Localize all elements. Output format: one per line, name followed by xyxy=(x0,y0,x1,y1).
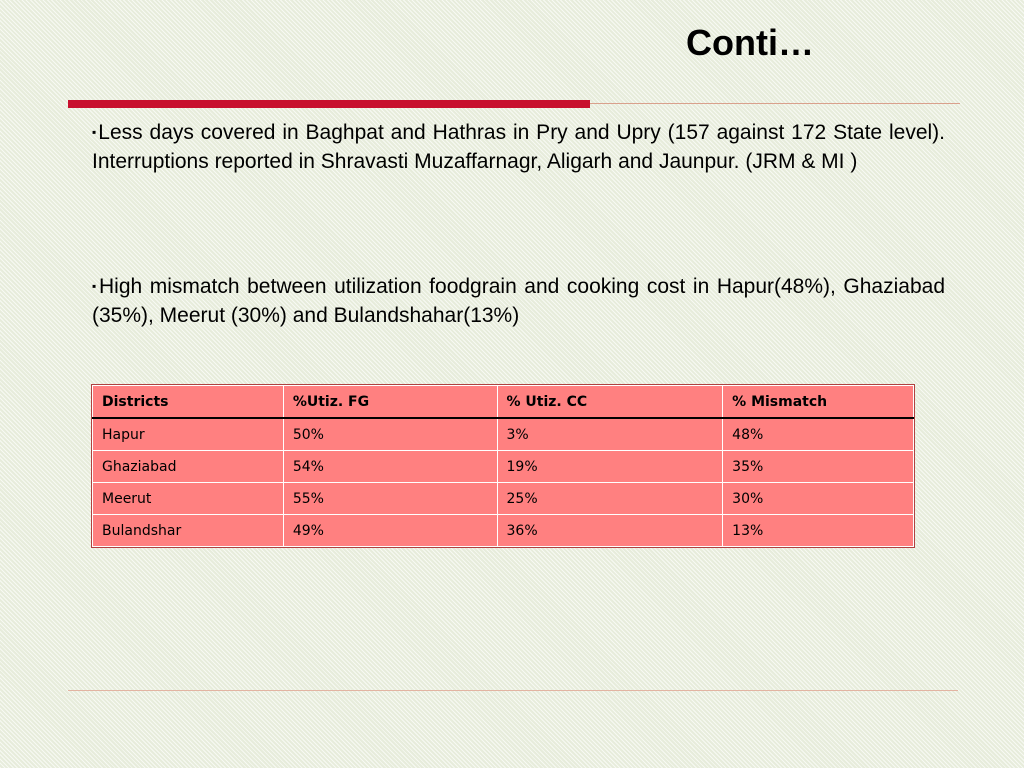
table-row xyxy=(93,451,914,483)
cell-utiz-fg: 54% xyxy=(283,451,497,483)
title-underline-thin xyxy=(590,103,960,104)
cell-utiz-cc: 25% xyxy=(497,483,723,515)
cell-utiz-cc: 19% xyxy=(497,451,723,483)
cell-district: Bulandshar xyxy=(93,515,284,547)
table-row xyxy=(93,418,914,451)
bullet-text: High mismatch between utilization foodgrain and cooking cost in Hapur(48%), Ghaziabad (35%), Meerut (30%) and Bulandshahar(13%) xyxy=(92,275,945,327)
cell-district: Meerut xyxy=(93,483,284,515)
table-row xyxy=(93,515,914,547)
table-row xyxy=(93,483,914,515)
cell-utiz-fg: 50% xyxy=(283,418,497,451)
cell-mismatch: 30% xyxy=(723,483,914,515)
cell-district: Hapur xyxy=(93,418,284,451)
cell-mismatch: 13% xyxy=(723,515,914,547)
header-utiz-fg: %Utiz. FG xyxy=(283,386,497,419)
cell-utiz-cc: 3% xyxy=(497,418,723,451)
bullet-text: Less days covered in Baghpat and Hathras in Pry and Upry (157 against 172 State level). Interruptions reported in Shravasti Muzaffarnagr, Aligarh and Jaunpur. (JRM & MI ) xyxy=(92,121,945,173)
footer-divider xyxy=(68,690,958,691)
header-mismatch: % Mismatch xyxy=(723,386,914,419)
table-header-row xyxy=(93,386,914,419)
slide-title: Conti… xyxy=(686,22,814,63)
cell-district: Ghaziabad xyxy=(93,451,284,483)
square-bullet-icon: ▪ xyxy=(92,279,98,293)
header-districts: Districts xyxy=(93,386,284,419)
cell-mismatch: 48% xyxy=(723,418,914,451)
header-utiz-cc: % Utiz. CC xyxy=(497,386,723,419)
cell-utiz-cc: 36% xyxy=(497,515,723,547)
cell-mismatch: 35% xyxy=(723,451,914,483)
cell-utiz-fg: 49% xyxy=(283,515,497,547)
cell-utiz-fg: 55% xyxy=(283,483,497,515)
square-bullet-icon: ▪ xyxy=(92,125,98,139)
district-mismatch-table xyxy=(92,385,914,547)
bullet-item xyxy=(92,272,945,330)
title-underline-thick xyxy=(68,100,590,108)
bullet-item xyxy=(92,118,945,176)
